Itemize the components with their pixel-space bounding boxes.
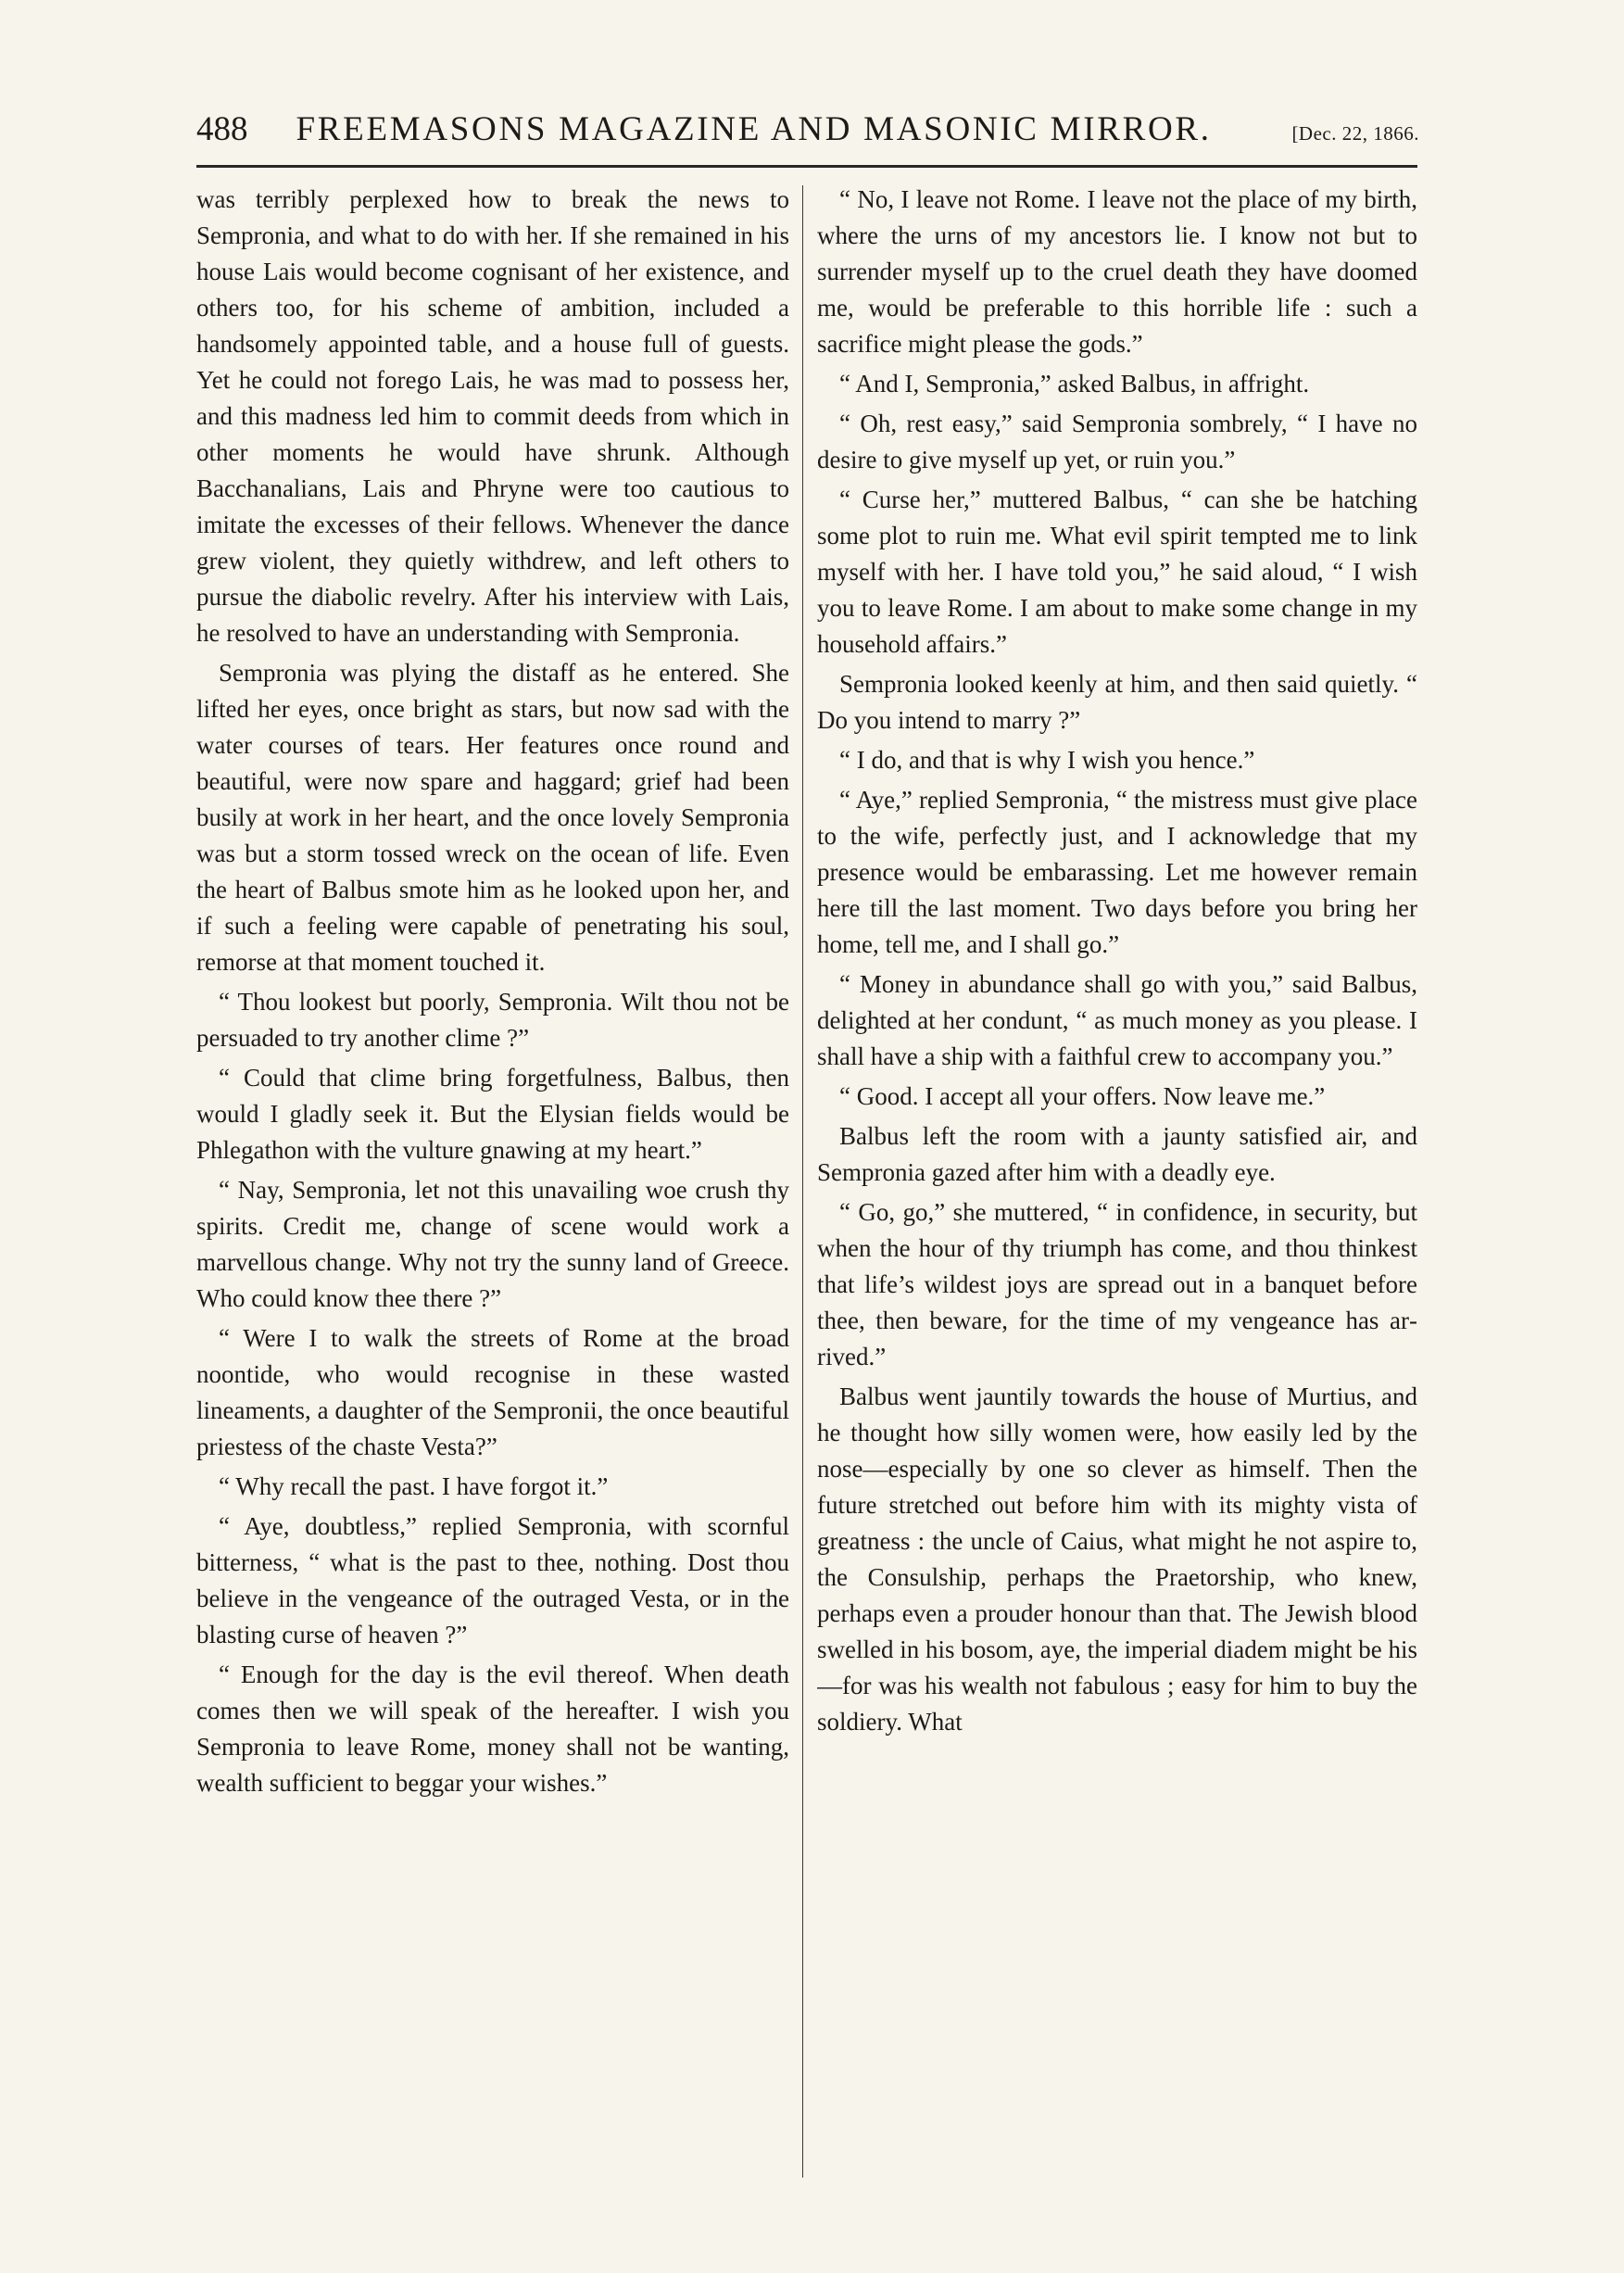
running-header <box>196 109 1419 165</box>
paragraph: “ No, I leave not Rome. I leave not the place of my birth, where the urns of my ancestors lie. I know not but to surrender myself up to the cruel death they have doomed me, would be preferable to this horrible life : such a sacrifice might please the gods.” <box>817 185 1417 358</box>
header-rule <box>196 165 1417 168</box>
paragraph: “ And I, Sempronia,” asked Balbus, in affright. <box>839 370 1310 398</box>
paragraph: Balbus left the room with a jaunty satisfied air, and Sempronia gazed after him with a deadly eye. <box>817 1122 1417 1186</box>
paragraph: “ Could that clime bring forgetfulness, Balbus, then would I gladly seek it. But the Elysian fields would be Phlegathon with the vulture gnawing at my heart.” <box>196 1064 789 1164</box>
right-column <box>817 182 1417 2211</box>
paragraph: “ Money in abundance shall go with you,” said Balbus, delighted at her condunt, “ as much money as you please. I shall have a ship with a faithful crew to accompany you.” <box>817 970 1417 1070</box>
paragraph: “ Curse her,” muttered Balbus, “ can she be hatching some plot to ruin me. What evil spirit tempted me to link myself with her. I have told you,” he said aloud, “ I wish you to leave Rome. I am about to make some change in my household affairs.” <box>817 486 1417 658</box>
column-divider <box>802 185 803 2178</box>
paragraph: “ Why recall the past. I have forgot it.” <box>219 1472 609 1500</box>
paragraph: “ Aye,” replied Sempronia, “ the mistress must give place to the wife, perfectly just, and I acknowledge that my presence would be embarassing. Let me however remain here till the last moment. Two days before you bring her home, tell me, and I shall go.” <box>817 786 1417 958</box>
paragraph: “ Nay, Sempronia, let not this unavailing woe crush thy spirits. Credit me, change of scene would work a marvellous change. Why not try the sunny land of Greece. Who could know thee there ?” <box>196 1176 789 1312</box>
paragraph: “ Oh, rest easy,” said Sempronia sombrely, “ I have no desire to give myself up yet, or ruin you.” <box>817 410 1417 474</box>
paragraph: “ Go, go,” she muttered, “ in confidence, in security, but when the hour of thy triumph has come, and thou thinkest that life’s wildest joys are spread out in a banquet before thee, then beware, for the time of my vengeance has arrived.” <box>817 1198 1417 1370</box>
journal-title: FREEMASONS MAGAZINE AND MASONIC MIRROR. <box>296 110 1212 148</box>
issue-date: [Dec. 22, 1866. <box>1291 122 1419 145</box>
paragraph: Sempronia looked keenly at him, and then said quietly. “ Do you intend to marry ?” <box>817 670 1417 734</box>
paragraph: “ Aye, doubtless,” replied Sempronia, with scornful bitterness, “ what is the past to thee, nothing. Dost thou believe in the vengeance of the outraged Vesta, or in the blasting curse of heaven ?” <box>196 1512 789 1648</box>
paragraph: Balbus went jauntily towards the house of Murtius, and he thought how silly women were, how easily led by the nose—especially by one so clever as himself. Then the future stretched out before him with its mighty vista of greatness : the uncle of Caius, what might he not aspire to, the Consulship, perhaps the Praetorship, who knew, perhaps even a prouder honour than that. The Jewish blood swelled in his bosom, aye, the imperial diadem might be his—for was his wealth not fabulous ; easy for him to buy the soldiery. What <box>817 1383 1417 1736</box>
paragraph: “ I do, and that is why I wish you hence.” <box>839 746 1255 774</box>
page-number: 488 <box>196 110 248 148</box>
paragraph: “ Thou lookest but poorly, Sempronia. Wilt thou not be persuaded to try another clime ?” <box>196 988 789 1052</box>
paragraph: Sempronia was plying the distaff as he entered. She lifted her eyes, once bright as stars, but now sad with the water courses of tears. Her features once round and beautiful, were now spare and haggard; grief had been busily at work in her heart, and the once lovely Sempronia was but a storm tossed wreck on the ocean of life. Even the heart of Balbus smote him as he looked upon her, and if such a feeling were capable of penetrating his soul, remorse at that moment touched it. <box>196 659 789 976</box>
left-column <box>196 182 789 2211</box>
paragraph: was terribly perplexed how to break the news to Sempronia, and what to do with her. If she remained in his house Lais would become cognisant of her existence, and others too, for his scheme of ambition, included a handsomely appointed table, and a house full of guests. Yet he could not forego Lais, he was mad to possess her, and this madness led him to commit deeds from which in other moments he would have shrunk. Although Bacchanalians, Lais and Phryne were too cautious to imitate the excesses of their fellows. Whenever the dance grew violent, they quietly withdrew, and left others to pursue the diabolic revelry. After his interview with Lais, he resolved to have an understanding with Sempronia. <box>196 185 789 647</box>
paragraph: “ Were I to walk the streets of Rome at the broad noontide, who would recognise in these wasted lineaments, a daughter of the Sempronii, the once beautiful priestess of the chaste Vesta?” <box>196 1324 789 1460</box>
paragraph: “ Good. I accept all your offers. Now leave me.” <box>839 1082 1326 1110</box>
paragraph: “ Enough for the day is the evil thereof. When death comes then we will speak of the hereafter. I wish you Sempronia to leave Rome, money shall not be wanting, wealth sufficient to beggar your wishes.” <box>196 1661 789 1797</box>
